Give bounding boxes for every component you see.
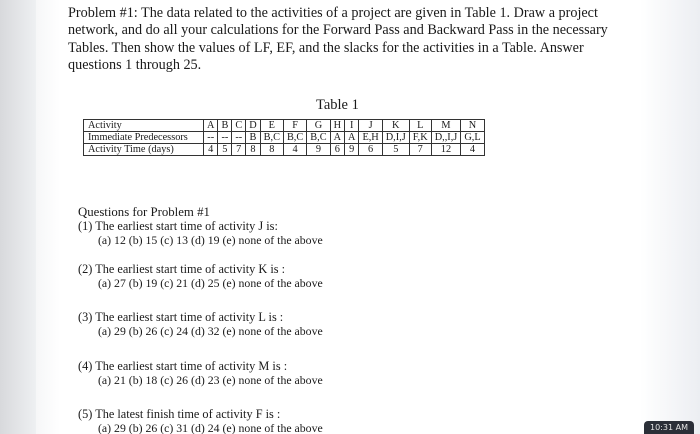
table-title: Table 1 [316,97,359,113]
question-item [78,359,638,387]
table-cell: D,,I,J [431,132,461,144]
table-cell: B,C [307,132,330,144]
question-item [78,407,638,434]
row-label: Activity Time (days) [84,144,204,156]
table-cell: F [283,120,306,132]
questions-heading: Questions for Problem #1 [78,205,210,219]
table-cell: 9 [307,144,330,156]
table-cell: 4 [461,144,484,156]
question-options: (a) 29 (b) 26 (c) 24 (d) 32 (e) none of the above [98,324,323,338]
question-options: (a) 21 (b) 18 (c) 26 (d) 23 (e) none of the above [98,373,323,387]
question-prompt: (5) The latest finish time of activity F is : [78,407,281,421]
table-cell: 4 [283,144,306,156]
question-item [78,310,638,338]
screen-bezel [0,0,36,434]
question-prompt: (4) The earliest start time of activity M is : [78,359,288,373]
table-cell: 8 [260,144,283,156]
table-cell: B,C [260,132,283,144]
problem-statement: Problem #1: The data related to the activities of a project are given in Table 1. Draw a project network, and do all your calculations for the Forward Pass and Backward Pass in the necessary Tables. Then show the values of LF, EF, and the slacks for the activities in a Table. Answer questions 1 through 25. [68,5,608,74]
question-prompt: (1) The earliest start time of activity J is: [78,219,278,233]
table-cell: E,H [359,132,382,144]
table-cell: 4 [204,144,218,156]
table-row [84,120,485,132]
table-cell: -- [218,132,232,144]
table-cell: 8 [246,144,260,156]
table-cell: F,K [409,132,431,144]
activity-table [83,119,485,156]
table-cell: B [218,120,232,132]
table-cell: H [330,120,344,132]
table-cell: 5 [382,144,409,156]
table-cell: B [246,132,260,144]
table-cell: I [345,120,359,132]
question-prompt: (3) The earliest start time of activity L is : [78,310,284,324]
row-label: Immediate Predecessors [84,132,204,144]
table-cell: J [359,120,382,132]
table-cell: D [246,120,260,132]
table-row [84,132,485,144]
table-cell: A [204,120,218,132]
table-cell: -- [232,132,246,144]
table-cell: 7 [409,144,431,156]
table-cell: M [431,120,461,132]
table-cell: 6 [330,144,344,156]
questions-section [78,205,638,434]
table-cell: A [345,132,359,144]
table-cell: 6 [359,144,382,156]
table-cell: 5 [218,144,232,156]
question-options: (a) 29 (b) 26 (c) 31 (d) 24 (e) none of the above [98,421,323,434]
question-options: (a) 27 (b) 19 (c) 21 (d) 25 (e) none of the above [98,276,323,290]
question-prompt: (2) The earliest start time of activity K is : [78,262,286,276]
table-cell: B,C [283,132,306,144]
table-cell: C [232,120,246,132]
table-cell: -- [204,132,218,144]
table-cell: 9 [345,144,359,156]
question-item [78,219,638,247]
table-cell: K [382,120,409,132]
question-options: (a) 12 (b) 15 (c) 13 (d) 19 (e) none of the above [98,233,323,247]
row-label: Activity [84,120,204,132]
table-cell: G [307,120,330,132]
taskbar-clock: 10:31 AM [644,421,694,434]
question-item [78,262,638,290]
table-cell: A [330,132,344,144]
table-cell: L [409,120,431,132]
table-cell: 7 [232,144,246,156]
table-cell: D,I,J [382,132,409,144]
table-cell: G,L [461,132,484,144]
table-row [84,144,485,156]
table-cell: E [260,120,283,132]
table-cell: N [461,120,484,132]
table-cell: 12 [431,144,461,156]
